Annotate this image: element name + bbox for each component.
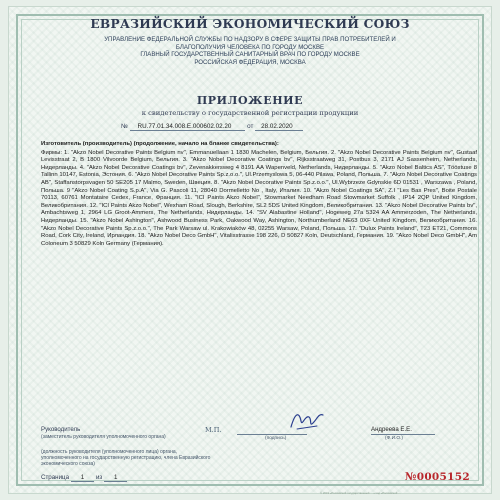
registration-line (121, 123, 303, 131)
certificate-sheet (8, 6, 492, 494)
signature-line (237, 434, 307, 435)
reg-number: RU.77.01.34.008.E.000602.02.20 (130, 123, 246, 131)
authority-line: РОССИЙСКАЯ ФЕДЕРАЦИЯ, МОСКВА (194, 58, 306, 66)
page-indicator (41, 474, 127, 482)
union-title: ЕВРАЗИЙСКИЙ ЭКОНОМИЧЕСКИЙ СОЮЗ (90, 17, 410, 31)
serial-number: №0005152 (405, 471, 470, 483)
decorative-frame (16, 14, 484, 486)
authority-line: УПРАВЛЕНИЕ ФЕДЕРАЛЬНОЙ СЛУЖБЫ ПО НАДЗОРУ В СФЕРЕ ЗАЩИТЫ ПРАВ ПОТРЕБИТЕЛЕЙ И (104, 36, 396, 43)
page-sep: из (95, 474, 103, 481)
page-total: 1 (104, 474, 127, 482)
manufacturer-body: Фирмы: 1. "Akzo Nobel Decorative Paints Belgium nv", Emmanuellaan 1 1830 Machelen, Belgium, Бельгия. 2. "Akzo Nobel Decorative Paints Belgium nv", Gustaaf Levisstraat 2, B 1800 Vilvoorde Belgium, Бельгия. 3. "Akzo Nobel Decorative Coatings bv", Rijksstraatweg 31, Postbus 3, 2171 AJ Sassenheim, Netherlands, Нидерланды. 4. "Akzo Nobel Decorative Coatings bv", Zevenakkersweg 4 8191 AA Wapenveld, Netherlands, Нидерланды. 5. "Akzo Nobel Baltics AS", Tööstuse 8 Tallinn 10147, Estonia, Эстония. 6. "Akzo Nobel Decorative Paints Sp.z.o.o.", Ul.Przemyslowa 5, 06-440 Pilawa, Poland, Польша. 7. "Akzo Nobel Decorative Coatings AB", Staffanstorpsvagen 50 SE205 17 Malmo, Sweden, Швеция. 8. "Akzo Nobel Decorative Paints Sp.z.o.o.", Ul.Wybrzeze Gdynskie 6D 01531 , Warszawa , Poland, Польша. 9 "Akzo Nobel Coating S.p.A", Via G. Pascoli 11, 28040 Dormelletto No , Italy, Италия. 10. "Akzo Nobel Coatings SA", Z.I "Les Bas Pres", Boite Postale 70113, 60761 Montataire Cedex, France, Франция. 11. "ICI Paints Akzo Nobel", Stowmarket Needham Road Stowmarket Suffolk , IP14 2QP United Kingdom, Великобритания. 12. "ICI Paints Akzo Nobel", Wexham Road, Slough, Berkshire, SL2 5DS United Kingdom, Великобритания. 13. "Akzo Nobel Decorative Paints bv", Ambachtsweg 1, 2964 LG Groot-Ammers, The Netherlands, Нидерланды. 14. "SV Alabastine Holland", Hogeweg 27a 5324 AA Ammerzoden, The Netherlands, Нидерланды. 15. "Akzo Nobel Ashington", Ashwood Business Park, Oakwood Way, Ashington, Northumberland NE63 0XF United Kingdom, Великобритания. 16. "Akzo Nobel Decorative Paints Sp.z.o.o.", The Park Warsaw ul. Krakowiaków 48, 02255 Warsaw, Poland, Польша. 17. "Dulux Paints Ireland", T23 ET21, Commons Road, Cork City, Ireland, Ирландия. 18. "Akzo Nobel Deco GmbH", Vitalisstrasse 198 226, D 50827 Koln, Deutschland, Германия. 19. "Akzo Nobel Deco GmbH", Am Coloneum 3 50829 Koln Germany (Германия). (41, 149, 477, 247)
reg-date-label: от (247, 123, 254, 130)
signer-name: Андреева Е.Е. (371, 426, 412, 433)
authority-line: ГЛАВНЫЙ ГОСУДАРСТВЕННЫЙ САНИТАРНЫЙ ВРАЧ ПО ГОРОДУ МОСКВЕ (140, 51, 360, 59)
page-label: Страница (41, 474, 70, 481)
reg-date: 28.02.2020 (255, 123, 303, 131)
name-caption: (Ф.И.О.) (385, 436, 404, 441)
stamp-mark: М.П. (205, 426, 222, 434)
manufacturer-heading: Изготовитель (производитель) (продолжение, начало на бланке свидетельства): (41, 141, 279, 147)
leader-sub-label: (заместитель руководителя уполномоченного органа) (41, 434, 166, 440)
handwritten-signature (287, 407, 327, 433)
reg-number-label: № (121, 123, 128, 130)
manufacturer-list (41, 141, 477, 248)
name-line (371, 434, 435, 435)
page-current: 1 (71, 474, 94, 482)
issuing-authority (39, 36, 461, 66)
appendix-subtitle: к свидетельству о государственной регистрации продукции (141, 109, 359, 117)
leader-label: Руководитель (41, 426, 81, 433)
appendix-title: ПРИЛОЖЕНИЕ (196, 94, 304, 107)
signature-caption: (подпись) (265, 436, 287, 441)
authority-line: БЛАГОПОЛУЧИЯ ЧЕЛОВЕКА ПО ГОРОДУ МОСКВЕ (175, 43, 325, 51)
printer-imprint: © 2019 «Российский государственный ... » код «Российской ... (320, 491, 401, 495)
footnote: (должность руководителя (уполномоченного лица) органа, уполномоченного на государственную регистрацию, члена Евразийского экономического союза) (41, 449, 211, 467)
